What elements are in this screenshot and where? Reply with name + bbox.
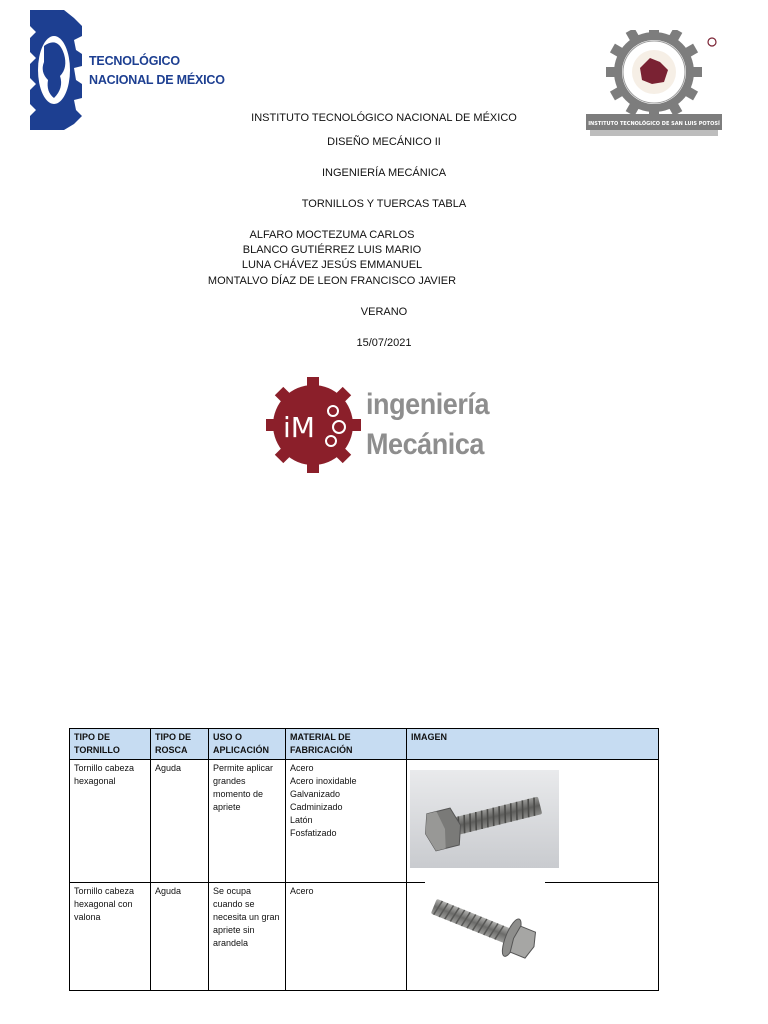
- header-use: USO O APLICACIÓN: [209, 729, 286, 760]
- itslp-seal-icon: [584, 30, 722, 148]
- cell-material: [286, 883, 407, 991]
- im-word-ingenieria: ingeniería: [366, 388, 490, 421]
- hex-bolt-image: [410, 770, 559, 868]
- material-item: Acero: [290, 886, 314, 896]
- period-label: VERANO: [360, 306, 408, 318]
- cell-image: [407, 883, 659, 991]
- tecnm-line2: NACIONAL DE MÉXICO: [89, 73, 225, 87]
- author-2: BLANCO GUTIÉRREZ LUIS MARIO: [242, 244, 422, 256]
- header-image: IMAGEN: [407, 729, 659, 760]
- itslp-ring-text: INSTITUTO TECNOLÓGICO DE SAN LUIS POTOSÍ: [588, 121, 720, 127]
- header-type: TIPO DE TORNILLO: [70, 729, 151, 760]
- material-item: Acero: [290, 763, 314, 773]
- itslp-seal: [584, 30, 722, 148]
- author-1: ALFARO MOCTEZUMA CARLOS: [249, 229, 415, 241]
- material-item: Cadminizado: [290, 802, 343, 812]
- header-material: MATERIAL DE FABRICACIÓN: [286, 729, 407, 760]
- cell-material: [286, 760, 407, 883]
- flange-bolt-image: [425, 879, 545, 977]
- material-item: Acero inoxidable: [290, 776, 357, 786]
- institution-title: INSTITUTO TECNOLÓGICO NACIONAL DE MÉXICO: [251, 112, 517, 124]
- header-thread: TIPO DE ROSCA: [151, 729, 209, 760]
- cell-thread: Aguda: [151, 883, 209, 991]
- topic-title: TORNILLOS Y TUERCAS TABLA: [301, 198, 467, 210]
- author-3: LUNA CHÁVEZ JESÚS EMMANUEL: [241, 259, 423, 271]
- material-item: Fosfatizado: [290, 828, 337, 838]
- cell-use: Permite aplicar grandes momento de apriete: [209, 760, 286, 883]
- cell-image: [407, 760, 659, 883]
- tecnm-line1: TECNOLÓGICO: [89, 54, 180, 68]
- material-item: Latón: [290, 815, 313, 825]
- career-title: INGENIERÍA MECÁNICA: [321, 167, 447, 179]
- cell-use: Se ocupa cuando se necesita un gran apriete sin arandela: [209, 883, 286, 991]
- im-gear-icon: [266, 376, 366, 474]
- date-label: 15/07/2021: [356, 337, 412, 349]
- screws-table: [69, 728, 659, 991]
- cell-type: Tornillo cabeza hexagonal con valona: [70, 883, 151, 991]
- material-item: Galvanizado: [290, 789, 341, 799]
- table-row: [70, 883, 659, 991]
- tecnm-logo-text: [89, 52, 225, 90]
- im-word-mecanica: Mecánica: [366, 428, 484, 461]
- cell-thread: Aguda: [151, 760, 209, 883]
- cell-type: Tornillo cabeza hexagonal: [70, 760, 151, 883]
- table-header-row: [70, 729, 659, 760]
- svg-text:iM: iM: [283, 411, 315, 444]
- subject-title: DISEÑO MECÁNICO II: [327, 136, 441, 148]
- author-4: MONTALVO DÍAZ DE LEON FRANCISCO JAVIER: [207, 275, 457, 287]
- table-row: [70, 760, 659, 883]
